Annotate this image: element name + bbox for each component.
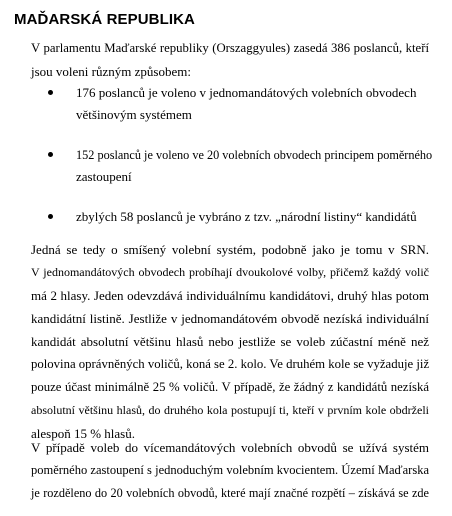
list-item [48,206,438,228]
text-line: kandidátní listině. Jestliže v jednomandátovém obvodě nezíská individuální [31,311,429,326]
document-heading: MAĎARSKÁ REPUBLIKA [14,11,195,28]
text-line: alespoň 15 % hlasů. [31,426,135,441]
list-item [48,82,438,126]
text-line: Jedná se tedy o smíšený volební systém, podobně jako je tomu v SRN. [31,242,429,257]
text-line: polovina oprávněných voličů, koná se 2. kolo. Ve druhém kole se vyžaduje již [31,357,430,371]
text-line: poměrného zastoupení s jednoduchým volebním kvocientem. Území Maďarska [31,463,429,477]
text-line: zastoupení [76,169,132,184]
text-line: má 2 hlasy. Jeden odevzdává individuálnímu kandidátovi, druhý hlas potom [31,288,429,303]
text-line: absolutní většinu hlasů, do druhého kola postupují ti, kteří v prvním kole obdrželi [31,403,429,417]
text-line: V případě voleb do vícemandátových volebních obvodů se užívá systém [31,440,429,455]
list-item [48,144,438,188]
bullet-list [48,82,438,246]
text-line: jsou voleni různým způsobem: [31,64,191,79]
text-line: V jednomandátových obvodech probíhají dvoukolové volby, přičemž každý volič [31,265,429,279]
list-item-text [76,144,438,188]
text-line: V parlamentu Maďarské republiky (Orszaggyules) zasedá 386 poslanců, kteří [31,41,429,55]
text-line: 176 poslanců je voleno v jednomandátových volebních obvodech [76,85,417,100]
text-line: pouze účast minimálně 25 % voličů. V případě, že žádný z kandidátů nezíská [31,380,429,394]
text-line: je rozděleno do 20 volebních obvodů, které mají značné rozpětí – získává se zde [31,486,429,500]
bullet-icon [48,214,53,219]
list-item-text [76,82,438,126]
paragraph-mixed-system [31,238,429,445]
text-line: kandidát absolutní většinu hlasů nebo jestliže se voleb zúčastní méně než [31,334,429,349]
text-line: 152 poslanců je voleno ve 20 volebních obvodech principem poměrného [76,148,433,162]
list-item-text [76,206,438,228]
paragraph-proportional [31,436,429,505]
bullet-icon [48,90,53,95]
text-line: většinovým systémem [76,107,192,122]
text-line: zbylých 58 poslanců je vybráno z tzv. „národní listiny“ kandidátů [76,209,417,224]
intro-paragraph [31,37,429,83]
bullet-icon [48,152,53,157]
